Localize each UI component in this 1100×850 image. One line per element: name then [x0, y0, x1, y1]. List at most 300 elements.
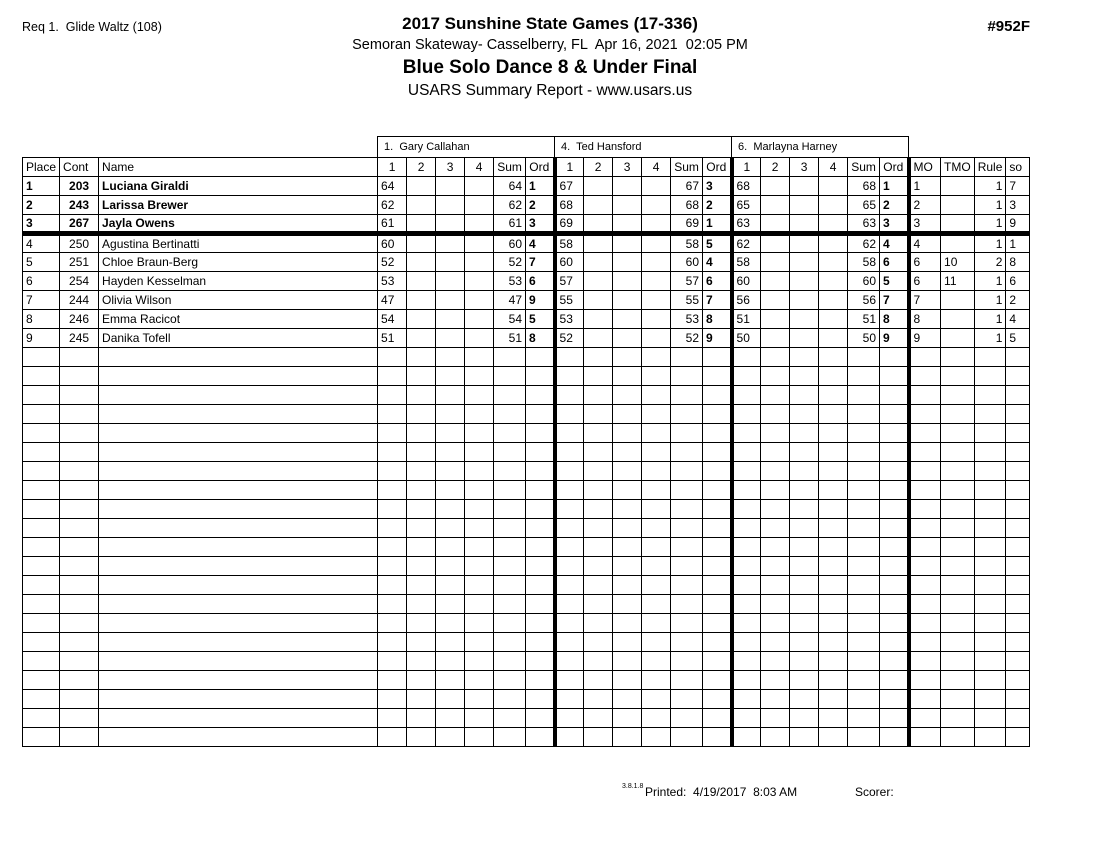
empty-cell — [494, 652, 526, 671]
empty-cell — [526, 424, 555, 443]
empty-cell — [378, 519, 407, 538]
empty-cell — [23, 690, 60, 709]
so-cell: 8 — [1006, 253, 1030, 272]
judge2-score-3-cell — [613, 291, 642, 310]
col-header-judge2-4: 4 — [642, 158, 671, 177]
empty-cell — [555, 500, 584, 519]
summary-table — [22, 136, 1030, 747]
empty-cell — [880, 386, 909, 405]
empty-cell — [761, 386, 790, 405]
empty-cell — [584, 424, 613, 443]
empty-cell — [407, 633, 436, 652]
cont-cell: 267 — [60, 215, 99, 234]
judge1-sum-cell: 60 — [494, 234, 526, 253]
empty-cell — [880, 690, 909, 709]
empty-cell — [555, 709, 584, 728]
empty-cell — [99, 690, 378, 709]
empty-cell — [526, 728, 555, 747]
col-header-judge1-ord: Ord — [526, 158, 555, 177]
judge2-sum-cell: 60 — [671, 253, 703, 272]
empty-cell — [407, 424, 436, 443]
empty-cell — [819, 557, 848, 576]
result-row — [23, 234, 1030, 253]
result-row — [23, 253, 1030, 272]
col-header-judge3-1: 1 — [732, 158, 761, 177]
judge1-score-2-cell — [407, 272, 436, 291]
empty-cell — [555, 538, 584, 557]
empty-cell — [974, 595, 1006, 614]
empty-cell — [407, 500, 436, 519]
place-cell: 4 — [23, 234, 60, 253]
empty-cell — [23, 595, 60, 614]
empty-cell — [494, 405, 526, 424]
empty-cell — [671, 652, 703, 671]
empty-cell — [555, 557, 584, 576]
empty-cell — [703, 443, 732, 462]
empty-cell — [407, 728, 436, 747]
judge3-score-2-cell — [761, 196, 790, 215]
empty-cell — [99, 500, 378, 519]
empty-cell — [465, 557, 494, 576]
judge2-score-4-cell — [642, 310, 671, 329]
empty-cell — [584, 576, 613, 595]
empty-cell — [60, 386, 99, 405]
rule-cell: 1 — [974, 310, 1006, 329]
empty-cell — [60, 348, 99, 367]
judge1-score-3-cell — [436, 177, 465, 196]
empty-cell — [584, 595, 613, 614]
judge2-score-4-cell — [642, 215, 671, 234]
empty-cell — [1006, 386, 1030, 405]
venue-date-line: Semoran Skateway- Casselberry, FL Apr 16, 2021 02:05 PM — [352, 37, 748, 53]
empty-cell — [613, 690, 642, 709]
empty-cell — [60, 367, 99, 386]
judge1-ord-cell: 2 — [526, 196, 555, 215]
tmo-cell — [941, 329, 975, 348]
empty-cell — [848, 405, 880, 424]
empty-cell — [60, 519, 99, 538]
empty-cell — [974, 462, 1006, 481]
empty-row — [23, 424, 1030, 443]
empty-cell — [407, 405, 436, 424]
empty-cell — [941, 500, 975, 519]
empty-cell — [732, 500, 761, 519]
judge2-score-2-cell — [584, 177, 613, 196]
empty-cell — [407, 462, 436, 481]
empty-row — [23, 462, 1030, 481]
empty-cell — [642, 595, 671, 614]
empty-cell — [819, 481, 848, 500]
judge2-score-1-cell: 69 — [555, 215, 584, 234]
empty-cell — [613, 614, 642, 633]
empty-cell — [1006, 348, 1030, 367]
empty-cell — [526, 690, 555, 709]
empty-cell — [761, 690, 790, 709]
col-header-cont: Cont — [60, 158, 99, 177]
empty-cell — [436, 671, 465, 690]
mo-cell: 6 — [909, 272, 941, 291]
empty-cell — [703, 481, 732, 500]
empty-cell — [526, 671, 555, 690]
empty-cell — [848, 576, 880, 595]
empty-cell — [613, 462, 642, 481]
empty-cell — [378, 462, 407, 481]
empty-cell — [613, 348, 642, 367]
empty-cell — [494, 519, 526, 538]
empty-cell — [909, 614, 941, 633]
empty-cell — [974, 424, 1006, 443]
judge-header-spacer-left — [23, 137, 378, 158]
judge3-score-1-cell: 60 — [732, 272, 761, 291]
judge3-score-3-cell — [790, 310, 819, 329]
empty-cell — [819, 519, 848, 538]
judge2-score-2-cell — [584, 196, 613, 215]
title-block — [0, 14, 1100, 100]
empty-cell — [465, 481, 494, 500]
mo-cell: 9 — [909, 329, 941, 348]
judge3-score-1-cell: 65 — [732, 196, 761, 215]
empty-cell — [436, 424, 465, 443]
empty-cell — [407, 652, 436, 671]
empty-cell — [909, 671, 941, 690]
empty-cell — [819, 424, 848, 443]
empty-cell — [790, 538, 819, 557]
judge2-sum-cell: 68 — [671, 196, 703, 215]
judge1-score-2-cell — [407, 196, 436, 215]
judge3-score-3-cell — [790, 196, 819, 215]
judge3-score-2-cell — [761, 177, 790, 196]
empty-cell — [378, 367, 407, 386]
empty-cell — [555, 462, 584, 481]
empty-cell — [613, 405, 642, 424]
judge1-ord-cell: 3 — [526, 215, 555, 234]
empty-cell — [378, 671, 407, 690]
judge2-sum-cell: 69 — [671, 215, 703, 234]
empty-cell — [613, 709, 642, 728]
judge2-score-2-cell — [584, 291, 613, 310]
tmo-cell — [941, 310, 975, 329]
empty-cell — [703, 462, 732, 481]
empty-cell — [584, 614, 613, 633]
empty-row — [23, 557, 1030, 576]
competition-title: 2017 Sunshine State Games (17-336) — [402, 14, 698, 33]
empty-cell — [974, 443, 1006, 462]
empty-cell — [436, 709, 465, 728]
empty-cell — [60, 424, 99, 443]
judge3-ord-cell: 3 — [880, 215, 909, 234]
empty-cell — [642, 367, 671, 386]
judge2-ord-cell: 5 — [703, 234, 732, 253]
empty-cell — [1006, 462, 1030, 481]
judge2-ord-cell: 4 — [703, 253, 732, 272]
empty-cell — [613, 367, 642, 386]
col-header-judge2-sum: Sum — [671, 158, 703, 177]
empty-cell — [790, 519, 819, 538]
empty-cell — [941, 652, 975, 671]
judge2-sum-cell: 57 — [671, 272, 703, 291]
judge3-score-3-cell — [790, 215, 819, 234]
empty-cell — [613, 424, 642, 443]
empty-cell — [941, 348, 975, 367]
empty-cell — [974, 519, 1006, 538]
empty-cell — [23, 481, 60, 500]
empty-row — [23, 709, 1030, 728]
empty-cell — [23, 576, 60, 595]
empty-cell — [613, 576, 642, 595]
empty-cell — [974, 652, 1006, 671]
col-header-mo: MO — [909, 158, 941, 177]
judge1-score-4-cell — [465, 272, 494, 291]
cont-cell: 251 — [60, 253, 99, 272]
empty-cell — [819, 690, 848, 709]
empty-row — [23, 614, 1030, 633]
empty-cell — [790, 614, 819, 633]
empty-cell — [1006, 709, 1030, 728]
empty-cell — [465, 652, 494, 671]
judge2-score-1-cell: 52 — [555, 329, 584, 348]
empty-cell — [378, 481, 407, 500]
empty-cell — [880, 367, 909, 386]
judge2-ord-cell: 8 — [703, 310, 732, 329]
judge1-score-2-cell — [407, 329, 436, 348]
empty-cell — [848, 633, 880, 652]
empty-cell — [60, 614, 99, 633]
empty-cell — [378, 538, 407, 557]
empty-cell — [732, 481, 761, 500]
empty-cell — [909, 709, 941, 728]
judge1-score-3-cell — [436, 234, 465, 253]
empty-cell — [880, 405, 909, 424]
empty-cell — [407, 519, 436, 538]
empty-cell — [465, 519, 494, 538]
judge2-score-3-cell — [613, 177, 642, 196]
empty-cell — [465, 690, 494, 709]
empty-cell — [880, 500, 909, 519]
empty-cell — [848, 557, 880, 576]
empty-cell — [880, 614, 909, 633]
empty-cell — [378, 405, 407, 424]
empty-cell — [642, 728, 671, 747]
empty-cell — [436, 595, 465, 614]
empty-cell — [378, 386, 407, 405]
empty-row — [23, 576, 1030, 595]
col-header-judge1-sum: Sum — [494, 158, 526, 177]
empty-cell — [761, 652, 790, 671]
empty-cell — [60, 538, 99, 557]
judge1-score-1-cell: 53 — [378, 272, 407, 291]
rule-cell: 1 — [974, 291, 1006, 310]
mo-cell: 4 — [909, 234, 941, 253]
tmo-cell — [941, 291, 975, 310]
empty-cell — [23, 348, 60, 367]
empty-cell — [819, 709, 848, 728]
empty-cell — [941, 538, 975, 557]
judge1-ord-cell: 4 — [526, 234, 555, 253]
judge2-ord-cell: 2 — [703, 196, 732, 215]
col-header-tmo: TMO — [941, 158, 975, 177]
empty-cell — [790, 462, 819, 481]
name-cell: Jayla Owens — [99, 215, 378, 234]
empty-cell — [1006, 576, 1030, 595]
judge2-score-4-cell — [642, 329, 671, 348]
empty-cell — [790, 500, 819, 519]
empty-cell — [613, 671, 642, 690]
empty-cell — [494, 576, 526, 595]
empty-cell — [60, 709, 99, 728]
empty-cell — [880, 671, 909, 690]
judge1-ord-cell: 7 — [526, 253, 555, 272]
empty-cell — [494, 538, 526, 557]
empty-cell — [1006, 519, 1030, 538]
empty-cell — [761, 633, 790, 652]
judge1-score-2-cell — [407, 291, 436, 310]
empty-cell — [671, 671, 703, 690]
judge3-ord-cell: 7 — [880, 291, 909, 310]
empty-cell — [494, 671, 526, 690]
judge2-score-2-cell — [584, 310, 613, 329]
empty-cell — [974, 481, 1006, 500]
scorer-label: Scorer: — [855, 785, 894, 799]
judge1-score-3-cell — [436, 253, 465, 272]
judge2-score-1-cell: 67 — [555, 177, 584, 196]
judge2-sum-cell: 58 — [671, 234, 703, 253]
empty-cell — [671, 614, 703, 633]
empty-row — [23, 595, 1030, 614]
empty-cell — [378, 652, 407, 671]
empty-cell — [526, 519, 555, 538]
empty-cell — [703, 500, 732, 519]
empty-cell — [909, 348, 941, 367]
rule-cell: 1 — [974, 196, 1006, 215]
empty-cell — [819, 614, 848, 633]
empty-cell — [790, 386, 819, 405]
empty-cell — [60, 728, 99, 747]
empty-cell — [584, 557, 613, 576]
empty-cell — [848, 348, 880, 367]
empty-cell — [909, 595, 941, 614]
empty-cell — [703, 348, 732, 367]
judge2-score-1-cell: 53 — [555, 310, 584, 329]
empty-cell — [613, 481, 642, 500]
empty-cell — [974, 690, 1006, 709]
empty-cell — [407, 595, 436, 614]
judge3-score-3-cell — [790, 329, 819, 348]
empty-cell — [703, 538, 732, 557]
judge1-ord-cell: 5 — [526, 310, 555, 329]
empty-cell — [436, 462, 465, 481]
empty-cell — [613, 500, 642, 519]
judge1-sum-cell: 61 — [494, 215, 526, 234]
empty-cell — [941, 424, 975, 443]
empty-cell — [526, 367, 555, 386]
empty-cell — [1006, 690, 1030, 709]
judge1-score-3-cell — [436, 329, 465, 348]
col-header-judge1-4: 4 — [465, 158, 494, 177]
place-cell: 8 — [23, 310, 60, 329]
judge-2-header: 4. Ted Hansford — [555, 137, 732, 158]
so-cell: 4 — [1006, 310, 1030, 329]
judge1-score-4-cell — [465, 291, 494, 310]
empty-cell — [613, 386, 642, 405]
judge2-score-1-cell: 60 — [555, 253, 584, 272]
empty-cell — [526, 443, 555, 462]
empty-cell — [1006, 633, 1030, 652]
col-header-judge2-ord: Ord — [703, 158, 732, 177]
judge3-score-2-cell — [761, 234, 790, 253]
judge3-ord-cell: 6 — [880, 253, 909, 272]
judge3-score-2-cell — [761, 215, 790, 234]
empty-cell — [909, 728, 941, 747]
empty-cell — [378, 557, 407, 576]
judge-1-header: 1. Gary Callahan — [378, 137, 555, 158]
software-version: 3.8.1.8 — [622, 783, 644, 790]
judge1-ord-cell: 6 — [526, 272, 555, 291]
empty-cell — [671, 709, 703, 728]
empty-cell — [790, 424, 819, 443]
judge2-ord-cell: 7 — [703, 291, 732, 310]
mo-cell: 1 — [909, 177, 941, 196]
empty-cell — [761, 500, 790, 519]
judge2-sum-cell: 67 — [671, 177, 703, 196]
empty-cell — [671, 481, 703, 500]
empty-cell — [60, 671, 99, 690]
so-cell: 5 — [1006, 329, 1030, 348]
empty-cell — [974, 348, 1006, 367]
empty-cell — [436, 652, 465, 671]
empty-cell — [407, 481, 436, 500]
tmo-cell: 10 — [941, 253, 975, 272]
empty-cell — [848, 614, 880, 633]
empty-cell — [555, 690, 584, 709]
so-cell: 6 — [1006, 272, 1030, 291]
empty-cell — [1006, 728, 1030, 747]
empty-row — [23, 367, 1030, 386]
judge2-score-1-cell: 58 — [555, 234, 584, 253]
judge1-sum-cell: 47 — [494, 291, 526, 310]
judge3-score-1-cell: 63 — [732, 215, 761, 234]
judge2-score-4-cell — [642, 272, 671, 291]
empty-cell — [407, 671, 436, 690]
empty-cell — [880, 481, 909, 500]
tmo-cell — [941, 196, 975, 215]
empty-cell — [407, 557, 436, 576]
empty-cell — [819, 633, 848, 652]
empty-cell — [1006, 424, 1030, 443]
empty-cell — [880, 538, 909, 557]
empty-cell — [819, 538, 848, 557]
col-header-judge3-3: 3 — [790, 158, 819, 177]
empty-cell — [819, 500, 848, 519]
col-header-name: Name — [99, 158, 378, 177]
empty-cell — [974, 386, 1006, 405]
judge3-score-4-cell — [819, 177, 848, 196]
judge1-score-2-cell — [407, 310, 436, 329]
empty-cell — [99, 424, 378, 443]
empty-row — [23, 633, 1030, 652]
empty-cell — [99, 386, 378, 405]
judge1-score-3-cell — [436, 215, 465, 234]
empty-cell — [60, 462, 99, 481]
place-cell: 2 — [23, 196, 60, 215]
judge1-ord-cell: 9 — [526, 291, 555, 310]
empty-cell — [494, 443, 526, 462]
empty-cell — [790, 557, 819, 576]
empty-cell — [526, 462, 555, 481]
judge1-score-1-cell: 54 — [378, 310, 407, 329]
footer — [0, 783, 1100, 799]
empty-cell — [436, 614, 465, 633]
judge3-score-4-cell — [819, 234, 848, 253]
